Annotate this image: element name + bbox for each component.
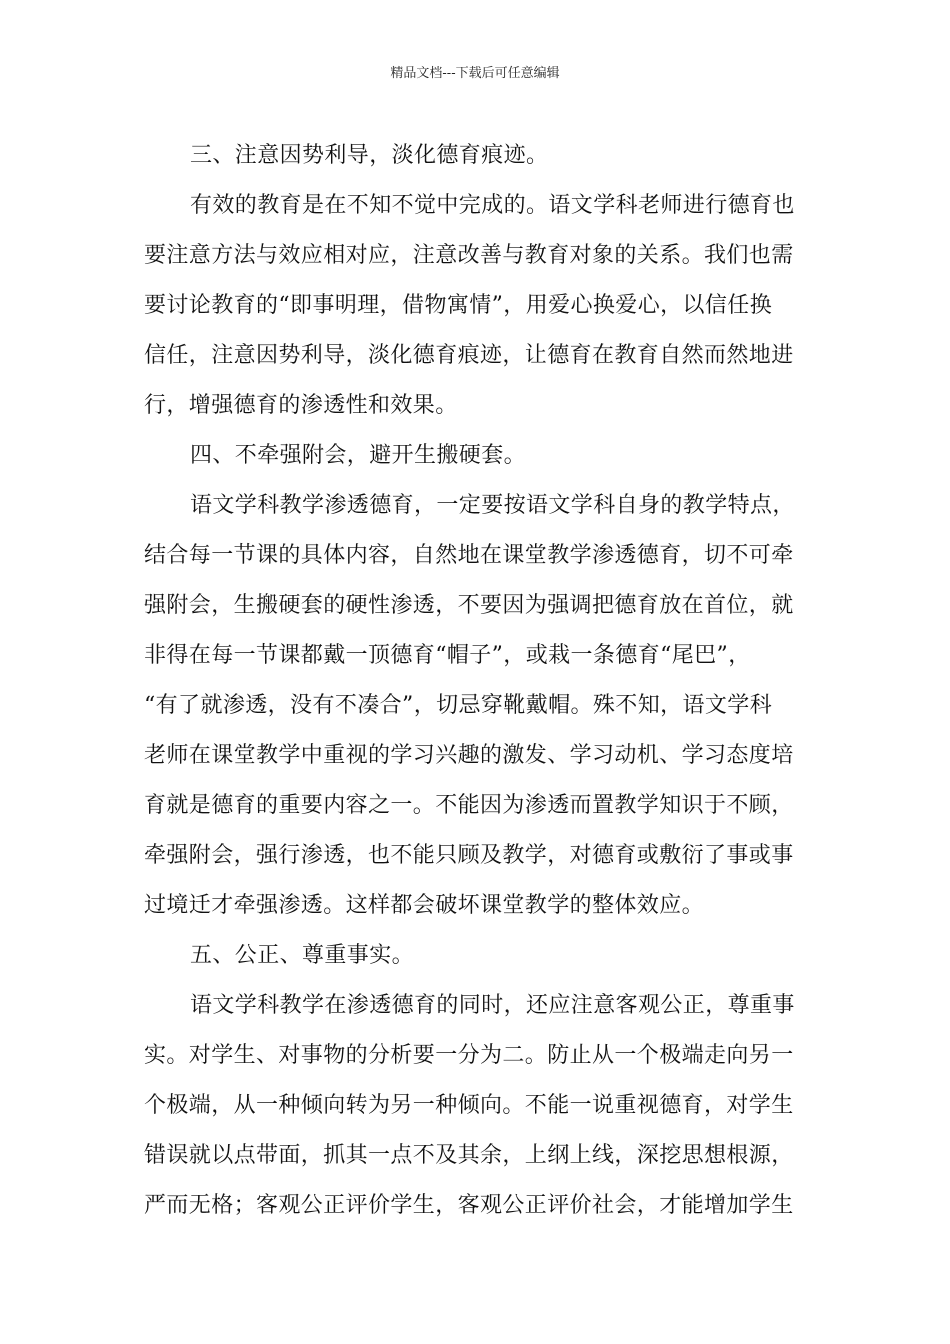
text-line: 过境迁才牵强渗透。这样都会破坏课堂教学的整体效应。 (144, 893, 705, 918)
text-line: 信任，注意因势利导，淡化德育痕迹，让德育在教育自然而然地进 (144, 343, 794, 368)
page-header: 精品文档---下载后可任意编辑 (390, 66, 560, 81)
text-line: 强附会，生搬硬套的硬性渗透，不要因为强调把德育放在首位，就 (144, 593, 794, 618)
text-line: 牵强附会，强行渗透，也不能只顾及教学，对德育或敷衍了事或事 (144, 843, 794, 868)
text-line: 五、公正、尊重事实。 (190, 943, 415, 968)
text-line: 非得在每一节课都戴一顶德育“帽子”，或栽一条德育“尾巴”， (144, 643, 751, 668)
text-line: 实。对学生、对事物的分析要一分为二。防止从一个极端走向另一 (144, 1043, 794, 1068)
text-line: 结合每一节课的具体内容，自然地在课堂教学渗透德育，切不可牵 (144, 543, 794, 568)
text-line: 三、注意因势利导，淡化德育痕迹。 (190, 143, 549, 168)
text-line: “有了就渗透，没有不凑合”，切忌穿靴戴帽。殊不知，语文学科 (144, 693, 773, 718)
text-line: 行，增强德育的渗透性和效果。 (144, 393, 458, 418)
text-line: 错误就以点带面，抓其一点不及其余，上纲上线，深挖思想根源， (144, 1143, 794, 1168)
text-line: 有效的教育是在不知不觉中完成的。语文学科老师进行德育也 (190, 193, 795, 218)
text-line: 育就是德育的重要内容之一。不能因为渗透而置教学知识于不顾， (144, 793, 794, 818)
text-line: 四、不牵强附会，避开生搬硬套。 (190, 443, 527, 468)
document-body (144, 131, 810, 1231)
text-line: 语文学科教学在渗透德育的同时，还应注意客观公正，尊重事 (190, 993, 795, 1018)
text-line: 严而无格；客观公正评价学生，客观公正评价社会，才能增加学生 (144, 1193, 794, 1218)
text-line: 要注意方法与效应相对应，注意改善与教育对象的关系。我们也需 (144, 243, 794, 268)
text-line: 语文学科教学渗透德育，一定要按语文学科自身的教学特点， (190, 493, 795, 518)
text-line: 个极端，从一种倾向转为另一种倾向。不能一说重视德育，对学生 (144, 1093, 794, 1118)
text-line: 要讨论教育的“即事明理，借物寓情”，用爱心换爱心，以信任换 (144, 293, 773, 318)
text-line: 老师在课堂教学中重视的学习兴趣的激发、学习动机、学习态度培 (144, 743, 794, 768)
